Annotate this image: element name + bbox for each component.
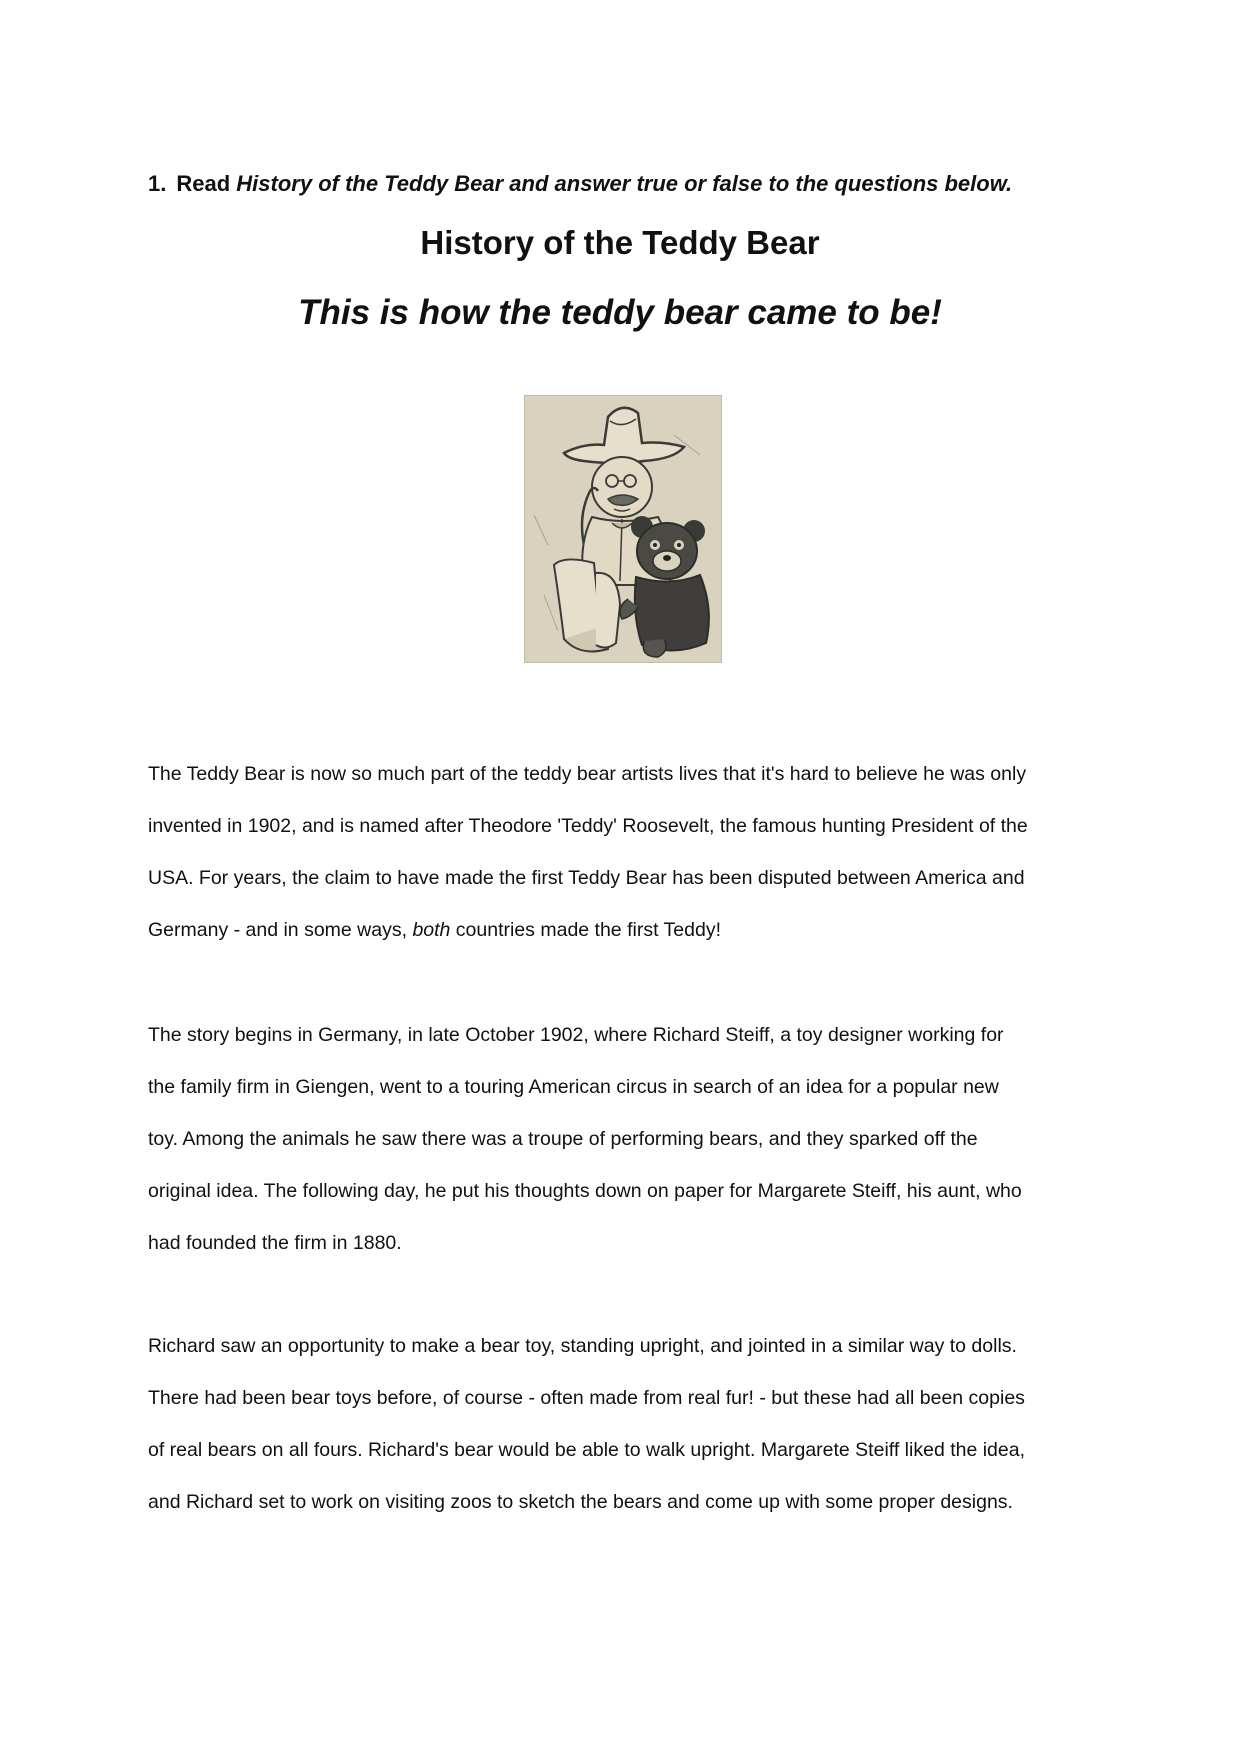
paragraph-line: invented in 1902, and is named after Theodore 'Teddy' Roosevelt, the famous hunting President of the xyxy=(148,815,1028,837)
paragraph-line: original idea. The following day, he put his thoughts down on paper for Margarete Steiff, his aunt, who xyxy=(148,1180,1022,1202)
instruction-italic: History of the Teddy Bear and answer true or false to the questions below. xyxy=(236,171,1013,196)
paragraph-line: had founded the firm in 1880. xyxy=(148,1232,402,1254)
paragraph-line-mixed xyxy=(148,904,1098,956)
instruction-lead: Read xyxy=(176,171,237,196)
paragraph-line: and Richard set to work on visiting zoos to sketch the bears and come up with some proper designs. xyxy=(148,1491,1013,1513)
text-run: Germany - and in some ways, xyxy=(148,919,413,941)
emphasis-run: both xyxy=(412,919,451,941)
paragraph-line: Richard saw an opportunity to make a bear toy, standing upright, and jointed in a similar way to dolls. xyxy=(148,1335,1017,1357)
paragraph-2 xyxy=(148,1009,1098,1269)
roosevelt-bear-illustration xyxy=(524,395,722,663)
paragraph-line: The Teddy Bear is now so much part of the teddy bear artists lives that it's hard to believe he was only xyxy=(148,763,1027,785)
question-instruction xyxy=(148,170,1012,198)
teddy-roosevelt-with-bear-sketch-icon xyxy=(524,395,722,663)
paragraph-3 xyxy=(148,1320,1098,1528)
paragraph-line: the family firm in Giengen, went to a touring American circus in search of an idea for a popular new xyxy=(148,1076,999,1098)
page-title: History of the Teddy Bear xyxy=(420,224,820,261)
paragraph-1 xyxy=(148,748,1098,956)
paragraph-line: There had been bear toys before, of course - often made from real fur! - but these had all been copies xyxy=(148,1387,1025,1409)
page-subtitle: This is how the teddy bear came to be! xyxy=(298,293,942,332)
text-run: countries made the first Teddy! xyxy=(450,919,722,941)
paragraph-line: toy. Among the animals he saw there was a troupe of performing bears, and they sparked off the xyxy=(148,1128,978,1150)
paragraph-line: of real bears on all fours. Richard's bear would be able to walk upright. Margarete Steiff liked the idea, xyxy=(148,1439,1026,1461)
paragraph-line: USA. For years, the claim to have made the first Teddy Bear has been disputed between America and xyxy=(148,867,1025,889)
paragraph-line: The story begins in Germany, in late October 1902, where Richard Steiff, a toy designer working for xyxy=(148,1024,1004,1046)
question-number: 1. xyxy=(148,171,167,196)
